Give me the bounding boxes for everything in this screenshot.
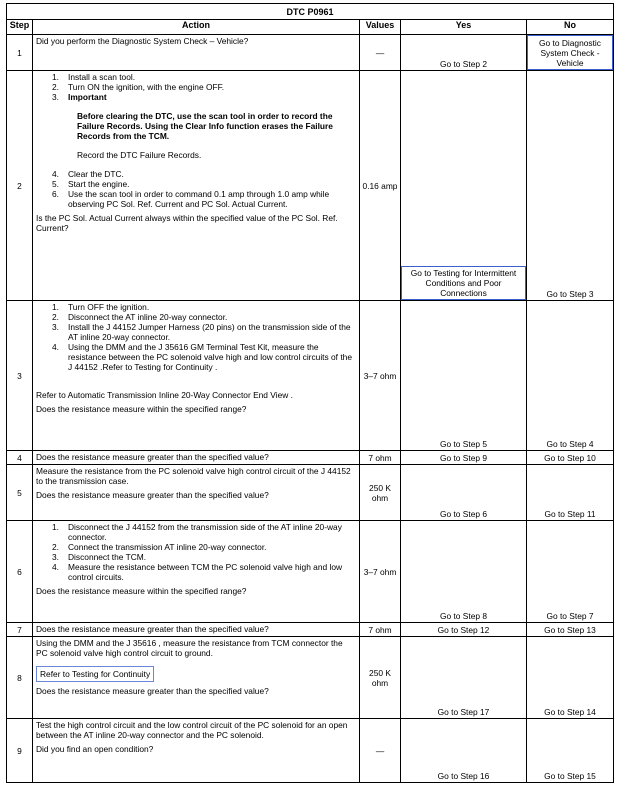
no-link[interactable]: Go to Step 11: [527, 465, 614, 521]
no-link[interactable]: Go to Step 7: [527, 521, 614, 623]
value-cell: 7 ohm: [360, 623, 401, 637]
list-item: 2. Disconnect the AT inline 20-way connector.: [52, 312, 228, 322]
step-number: 4: [7, 451, 33, 465]
table-title: DTC P0961: [7, 4, 614, 20]
header-step: Step: [7, 20, 33, 35]
list-item: 4. Clear the DTC.: [52, 169, 124, 179]
value-cell: 7 ohm: [360, 451, 401, 465]
list-item: 6. Use the scan tool in order to command 0.1 amp through 1.0 amp while observing PC Sol. Ref. Current and PC Sol. Actual Current.: [52, 189, 330, 209]
no-link[interactable]: Go to Step 14: [527, 637, 614, 719]
question-text: Does the resistance measure within the specified range?: [36, 586, 247, 596]
header-yes: Yes: [401, 20, 527, 35]
value-cell: 0.16 amp: [360, 71, 401, 301]
value-cell: —: [360, 35, 401, 71]
list-item: 3. Disconnect the TCM.: [52, 552, 147, 562]
yes-link[interactable]: Go to Step 9: [401, 451, 527, 465]
header-action: Action: [33, 20, 360, 35]
action-cell: [33, 301, 360, 451]
action-text: Measure the resistance from the PC solenoid valve high control circuit of the J 44152 to the transmission case.: [36, 466, 351, 486]
question-text: Is the PC Sol. Actual Current always within the specified value of the PC Sol. Ref. Current?: [36, 213, 338, 233]
question-text: Does the resistance measure within the specified range?: [36, 404, 247, 414]
yes-link[interactable]: Go to Step 8: [401, 521, 527, 623]
step-number: 1: [7, 35, 33, 71]
step-number: 5: [7, 465, 33, 521]
important-note: Before clearing the DTC, use the scan tool in order to record the Failure Records. Using the Clear Info function erases the Failure Records from the TCM.: [77, 111, 333, 141]
action-text: Did you perform the Diagnostic System Check – Vehicle?: [33, 35, 360, 71]
table-row: [7, 71, 614, 301]
reference-link[interactable]: Refer to Automatic Transmission Inline 20-Way Connector End View .: [36, 390, 293, 400]
action-text: Does the resistance measure greater than the specified value?: [33, 451, 360, 465]
list-item: 4. Using the DMM and the J 35616 GM Terminal Test Kit, measure the resistance between the PC solenoid valve high and low control circuits of the J 44152 .Refer to Testing for Continuity .: [52, 342, 352, 372]
step-number: 6: [7, 521, 33, 623]
yes-link[interactable]: Go to Step 17: [401, 637, 527, 719]
yes-link[interactable]: Go to Step 6: [401, 465, 527, 521]
action-cell: [33, 719, 360, 783]
no-link[interactable]: Go to Step 3: [527, 71, 614, 301]
record-instruction: Record the DTC Failure Records.: [77, 150, 202, 160]
reference-link[interactable]: Refer to Testing for Continuity: [36, 666, 154, 682]
value-cell: 3–7 ohm: [360, 301, 401, 451]
step-number: 7: [7, 623, 33, 637]
list-item: 1. Install a scan tool.: [52, 72, 136, 82]
no-link[interactable]: Go to Step 4: [527, 301, 614, 451]
table-row: [7, 719, 614, 783]
list-item: 1. Disconnect the J 44152 from the transmission side of the AT inline 20-way connector.: [52, 522, 342, 542]
action-cell: [33, 637, 360, 719]
value-cell: 3–7 ohm: [360, 521, 401, 623]
list-item: 3. Install the J 44152 Jumper Harness (20 pins) on the transmission side of the AT inline 20-way connector.: [52, 322, 351, 342]
action-text: Test the high control circuit and the low control circuit of the PC solenoid for an open between the AT inline 20-way connector and the PC solenoid.: [36, 720, 348, 740]
list-item: 2. Turn ON the ignition, with the engine OFF.: [52, 82, 225, 92]
table-row: [7, 301, 614, 451]
table-row: [7, 451, 614, 465]
no-link[interactable]: Go to Diagnostic System Check - Vehicle: [527, 35, 613, 70]
list-item: 5. Start the engine.: [52, 179, 130, 189]
no-cell: [527, 35, 614, 71]
question-text: Does the resistance measure greater than the specified value?: [36, 490, 269, 500]
question-text: Did you find an open condition?: [36, 744, 154, 754]
yes-link[interactable]: Go to Step 2: [401, 35, 527, 71]
table-row: [7, 35, 614, 71]
no-link[interactable]: Go to Step 15: [527, 719, 614, 783]
table-row: [7, 637, 614, 719]
no-link[interactable]: Go to Step 13: [527, 623, 614, 637]
action-cell: [33, 521, 360, 623]
yes-link[interactable]: Go to Step 5: [401, 301, 527, 451]
table-row: [7, 465, 614, 521]
list-item: 3. Important: [52, 92, 107, 102]
step-number: 9: [7, 719, 33, 783]
header-row: [7, 20, 614, 35]
value-cell: 250 K ohm: [360, 465, 401, 521]
table-row: [7, 623, 614, 637]
yes-link[interactable]: Go to Step 16: [401, 719, 527, 783]
header-values: Values: [360, 20, 401, 35]
question-text: Does the resistance measure greater than the specified value?: [36, 686, 269, 696]
action-text: Using the DMM and the J 35616 , measure the resistance from TCM connector the PC solenoid valve high control circuit to ground.: [36, 638, 343, 658]
step-number: 2: [7, 71, 33, 301]
header-no: No: [527, 20, 614, 35]
yes-cell: [401, 71, 527, 301]
action-cell: [33, 465, 360, 521]
value-cell: —: [360, 719, 401, 783]
list-item: 2. Connect the transmission AT inline 20-way connector.: [52, 542, 267, 552]
yes-link[interactable]: Go to Testing for Intermittent Conditions and Poor Connections: [401, 266, 526, 300]
list-item: 1. Turn OFF the ignition.: [52, 302, 150, 312]
value-cell: 250 K ohm: [360, 637, 401, 719]
step-number: 8: [7, 637, 33, 719]
yes-link[interactable]: Go to Step 12: [401, 623, 527, 637]
action-cell: [33, 71, 360, 301]
step-number: 3: [7, 301, 33, 451]
no-link[interactable]: Go to Step 10: [527, 451, 614, 465]
action-text: Does the resistance measure greater than the specified value?: [33, 623, 360, 637]
dtc-table: [6, 3, 614, 783]
table-row: [7, 521, 614, 623]
list-item: 4. Measure the resistance between TCM the PC solenoid valve high and low control circuits.: [52, 562, 343, 582]
